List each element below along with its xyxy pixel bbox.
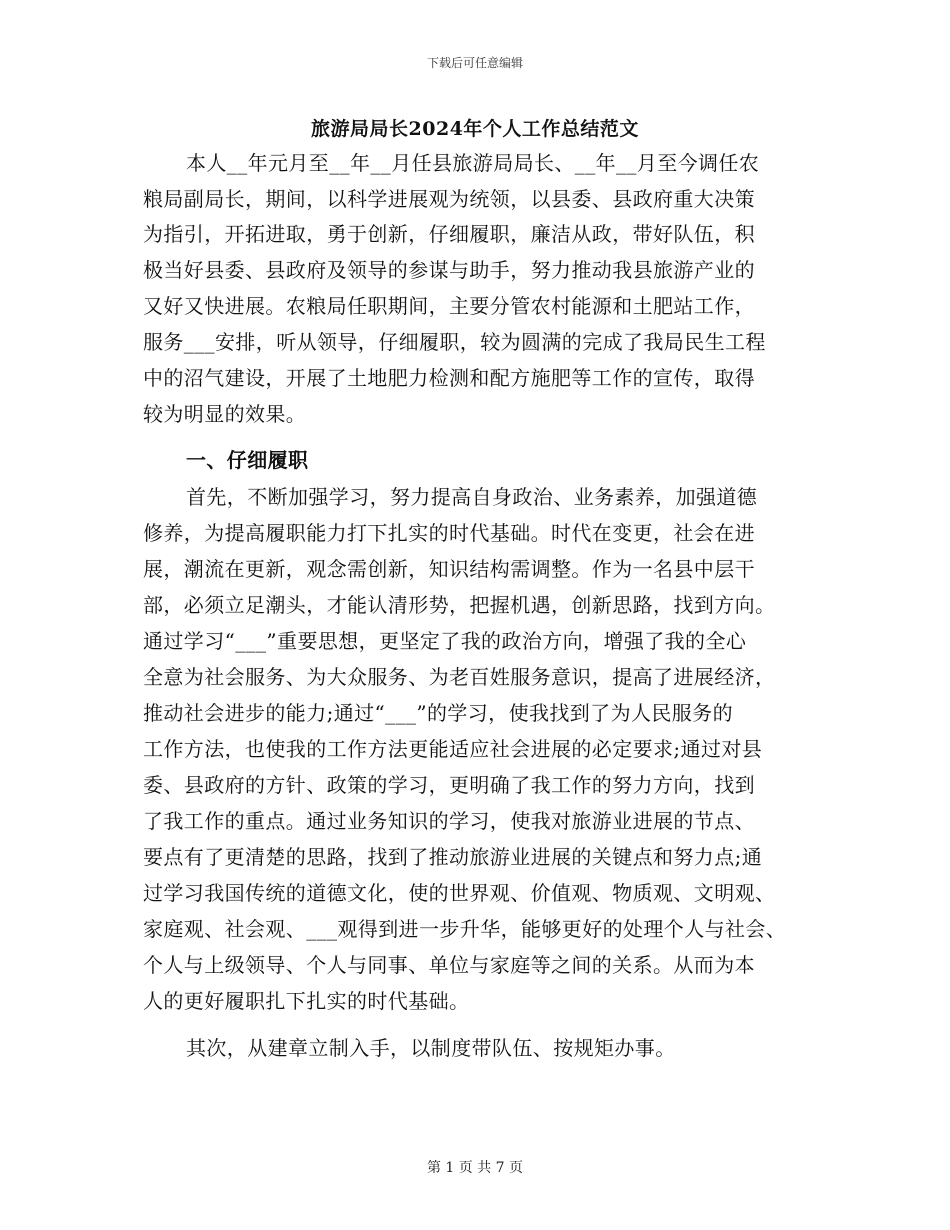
body-line: 中的沼气建设，开展了土地肥力检测和配方施肥等工作的宣传，取得 — [143, 366, 755, 390]
document-title: 旅游局局长2024年个人工作总结范文 — [311, 118, 639, 140]
body-line: 部，必须立足潮头，才能认清形势，把握机遇，创新思路，找到方向。 — [143, 593, 776, 617]
body-line: 展，潮流在更新，观念需创新，知识结构需调整。作为一名县中层干 — [143, 557, 755, 581]
body-line: 极当好县委、县政府及领导的参谋与助手，努力推动我县旅游产业的 — [143, 258, 755, 282]
body-line: 了我工作的重点。通过业务知识的学习，使我对旅游业进展的节点、 — [143, 809, 755, 833]
body-line: 工作方法，也使我的工作方法更能适应社会进展的必定要求;通过对县 — [143, 737, 763, 761]
page-number: 第 1 页 共 7 页 — [426, 1160, 524, 1176]
body-line: 本人__年元月至__年__月任县旅游局局长、__年__月至今调任农 — [186, 151, 760, 175]
body-line: 服务___安排，听从领导，仔细履职，较为圆满的完成了我局民生工程 — [143, 330, 766, 354]
body-line: 委、县政府的方针、政策的学习，更明确了我工作的努力方向，找到 — [143, 773, 755, 797]
body-line: 首先，不断加强学习，努力提高自身政治、业务素养，加强道德 — [186, 485, 758, 509]
body-line: 过学习我国传统的道德文化，使的世界观、价值观、物质观、文明观、 — [143, 881, 776, 905]
body-line: 推动社会进步的能力;通过“___”的学习，使我找到了为人民服务的 — [143, 701, 733, 725]
body-line: 较为明显的效果。 — [143, 402, 307, 426]
body-line: 人的更好履职扎下扎实的时代基础。 — [143, 989, 470, 1013]
section-heading: 一、仔细履职 — [186, 448, 309, 472]
body-line: 个人与上级领导、个人与同事、单位与家庭等之间的关系。从而为本 — [143, 953, 755, 977]
body-line: 为指引，开拓进取，勇于创新，仔细履职，廉洁从政，带好队伍，积 — [143, 222, 755, 246]
body-line: 全意为社会服务、为大众服务、为老百姓服务意识，提高了进展经济， — [143, 665, 776, 689]
body-line: 修养，为提高履职能力打下扎实的时代基础。时代在变更，社会在进 — [143, 521, 755, 545]
body-line: 通过学习“___”重要思想，更坚定了我的政治方向，增强了我的全心 — [143, 629, 747, 653]
body-line: 粮局副局长，期间，以科学进展观为统领，以县委、县政府重大决策 — [143, 187, 755, 211]
body-line: 家庭观、社会观、___观得到进一步升华，能够更好的处理个人与社会、 — [143, 917, 787, 941]
body-line: 又好又快进展。农粮局任职期间，主要分管农村能源和土肥站工作， — [143, 294, 755, 318]
body-line: 其次，从建章立制入手，以制度带队伍、按规矩办事。 — [186, 1036, 676, 1060]
page-header-note: 下载后可任意编辑 — [426, 56, 523, 70]
body-line: 要点有了更清楚的思路，找到了推动旅游业进展的关键点和努力点;通 — [143, 845, 763, 869]
